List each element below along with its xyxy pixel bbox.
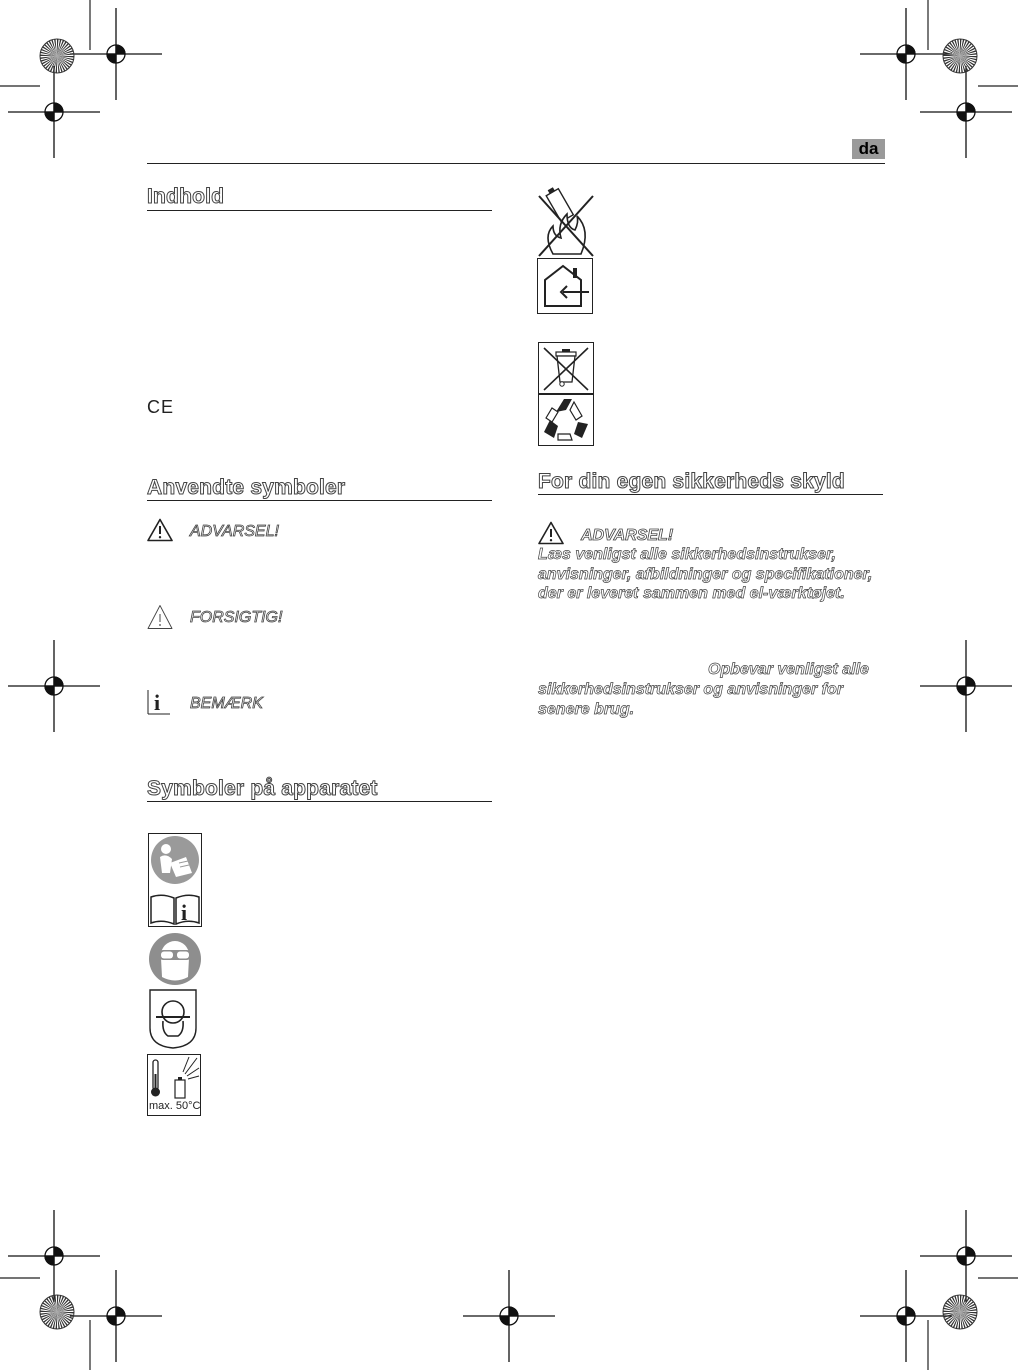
contents-title: Indhold xyxy=(147,185,225,208)
recycle-icon xyxy=(538,394,594,446)
device-symbols-title: Symboler på apparatet xyxy=(147,777,378,800)
no-fire-battery-icon xyxy=(537,182,595,258)
keep-instructions-text-2: sikkerhedsinstrukser og anvisninger for senere brug. xyxy=(538,681,843,718)
safety-warning-icon xyxy=(538,521,564,545)
crosshair-mark xyxy=(860,8,952,100)
svg-text:i: i xyxy=(181,900,188,925)
safety-warning-text: Læs venligst alle sikkerhedsinstrukser, anvisninger, afbildninger og specifikationer, der er leveret sammen med el-værktøjet. xyxy=(538,546,873,602)
note-label: BEMÆRK xyxy=(190,695,263,712)
symbols-title: Anvendte symboler xyxy=(147,476,346,499)
ear-protection-icon xyxy=(148,988,198,1050)
indoor-use-icon xyxy=(537,258,593,314)
crosshair-mark xyxy=(463,1270,555,1362)
crosshair-mark xyxy=(70,8,162,100)
crosshair-mark xyxy=(8,1210,100,1302)
info-icon xyxy=(147,689,171,715)
header-rule xyxy=(147,163,885,164)
ce-mark: CE xyxy=(147,397,175,417)
open-book-info-icon xyxy=(148,887,202,927)
caution-label: FORSIGTIG! xyxy=(190,609,283,626)
safety-title: For din egen sikkerheds skyld xyxy=(538,470,845,493)
warning-label: ADVARSEL! xyxy=(190,523,279,540)
wear-goggles-icon xyxy=(148,932,202,986)
warning-triangle-icon xyxy=(147,518,173,542)
keep-instructions-text-1: Opbevar venligst alle xyxy=(708,661,869,678)
device-symbols-rule xyxy=(147,801,492,802)
crosshair-mark xyxy=(8,640,100,732)
safety-warning-label: ADVARSEL! xyxy=(581,527,674,544)
symbols-rule xyxy=(147,500,492,501)
starburst-mark xyxy=(40,1295,74,1329)
caution-triangle-icon xyxy=(147,604,173,630)
starburst-mark xyxy=(943,1295,977,1329)
max-temperature-label: max. 50°C xyxy=(149,1100,201,1112)
crosshair-mark xyxy=(920,1210,1012,1302)
crosshair-mark xyxy=(8,66,100,158)
crosshair-mark xyxy=(920,66,1012,158)
crosshair-mark xyxy=(70,1270,162,1362)
svg-text:i: i xyxy=(154,690,161,715)
language-badge: da xyxy=(852,139,885,159)
crosshair-mark xyxy=(920,640,1012,732)
safety-rule xyxy=(538,494,883,495)
contents-rule xyxy=(147,210,492,211)
starburst-mark xyxy=(943,39,977,73)
crosshair-mark xyxy=(860,1270,952,1362)
starburst-mark xyxy=(40,39,74,73)
no-household-waste-icon xyxy=(538,342,594,394)
